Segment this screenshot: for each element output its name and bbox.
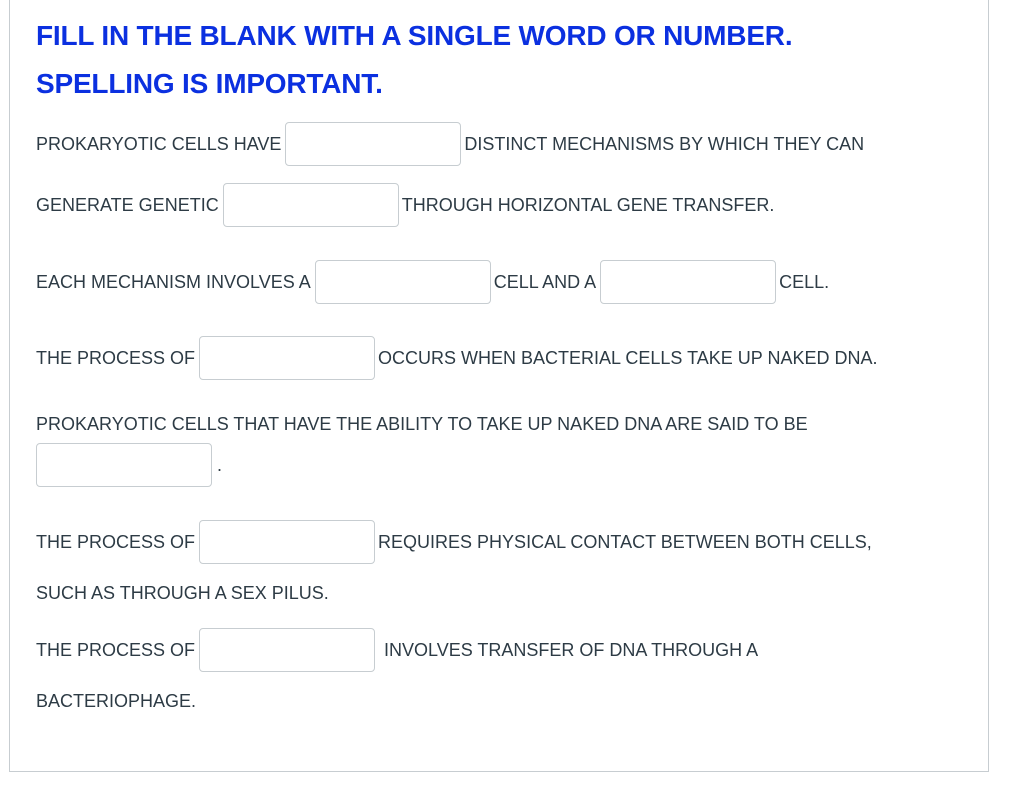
blank-5-input[interactable] <box>36 443 212 487</box>
question-7-text-before: THE PROCESS OF <box>36 639 196 660</box>
question-3-text-before: EACH MECHANISM INVOLVES A <box>36 271 311 292</box>
blank-3a-input[interactable] <box>315 260 491 304</box>
question-6-continuation: SUCH AS THROUGH A SEX PILUS. <box>36 582 329 603</box>
question-2-line <box>36 181 774 229</box>
question-5-answer-line <box>32 441 222 489</box>
blank-2-input[interactable] <box>223 183 399 227</box>
question-3-text-after: CELL. <box>779 271 830 292</box>
question-1-text-before: PROKARYOTIC CELLS HAVE <box>36 133 282 154</box>
question-7-line <box>36 626 758 674</box>
question-6-text-before: THE PROCESS OF <box>36 531 196 552</box>
instructions-line-1: FILL IN THE BLANK WITH A SINGLE WORD OR NUMBER. <box>36 20 793 51</box>
question-6-line <box>36 518 872 566</box>
question-6-continuation-line <box>36 569 329 617</box>
instructions-line-2: SPELLING IS IMPORTANT. <box>36 68 383 99</box>
question-4-text-after: OCCURS WHEN BACTERIAL CELLS TAKE UP NAKED DNA. <box>378 347 878 368</box>
question-7-continuation: BACTERIOPHAGE. <box>36 690 197 711</box>
blank-4-input[interactable] <box>199 336 375 380</box>
question-2-text-after: THROUGH HORIZONTAL GENE TRANSFER. <box>401 194 775 215</box>
question-3-line <box>36 258 829 306</box>
question-7-continuation-line <box>36 677 196 725</box>
question-5-period: . <box>217 454 223 475</box>
question-2-text-before: GENERATE GENETIC <box>36 194 219 215</box>
question-7-text-after: INVOLVES TRANSFER OF DNA THROUGH A <box>384 639 759 660</box>
question-3-text-middle: CELL AND A <box>493 271 597 292</box>
blank-6-input[interactable] <box>199 520 375 564</box>
blank-1-input[interactable] <box>285 122 461 166</box>
question-1-line <box>36 120 864 168</box>
question-1-text-after: DISTINCT MECHANISMS BY WHICH THEY CAN <box>464 133 865 154</box>
instructions-heading <box>36 12 936 108</box>
question-4-text-before: THE PROCESS OF <box>36 347 196 368</box>
blank-3b-input[interactable] <box>600 260 776 304</box>
question-4-line <box>36 334 877 382</box>
question-6-text-after: REQUIRES PHYSICAL CONTACT BETWEEN BOTH CELLS, <box>378 531 872 552</box>
question-5-text: PROKARYOTIC CELLS THAT HAVE THE ABILITY TO TAKE UP NAKED DNA ARE SAID TO BE <box>36 413 808 434</box>
blank-7-input[interactable] <box>199 628 375 672</box>
